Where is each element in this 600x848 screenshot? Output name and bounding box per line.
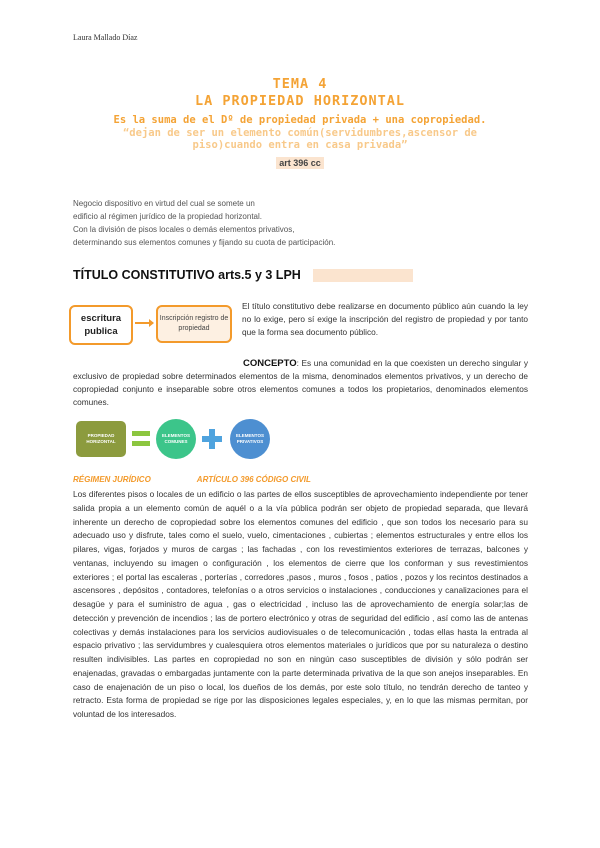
quote-line-1: “dejan de ser un elemento común(servidumbres,ascensor de [122,127,477,139]
definition-paragraph [73,197,336,249]
concepto-text: : Es una comunidad en la que coexisten un derecho singular y exclusivo de propiedad sobre determinados elementos de la misma, denominados elementos privativos, y un derecho de copropiedad conjunto e inseparable sobre otros elementos comunes a todos los propietarios, denominados elementos comunes. [73,358,528,407]
section-heading-titulo [73,268,413,282]
regimen-label: RÉGIMEN JURÍDICO [73,475,151,484]
equals-icon-bottom [132,441,150,446]
formula-graphic [76,419,291,459]
arrow-right-icon [135,322,153,324]
highlight-mark [313,269,413,282]
concepto-paragraph [73,357,528,409]
process-diagram [69,302,234,350]
equals-icon-top [132,431,150,436]
concepto-label: CONCEPTO [243,358,297,369]
regimen-heading [73,475,311,484]
escritura-paragraph: El título constitutivo debe realizarse en documento público aún cuando la ley no lo exige, pero sí exige la inscripción del registro de propiedad y por tanto que la forma sea documento público. [242,301,528,337]
topic-summary: Es la suma de el Dº de propiedad privada + una copropiedad. [113,114,487,126]
definition-line-4: determinando sus elementos comunes y fijando su cuota de participación. [73,238,336,247]
escritura-box: escritura publica [69,305,133,345]
inscripcion-box: Inscripción registro de propiedad [156,305,232,343]
plus-icon-vertical [209,429,215,449]
regimen-article: ARTÍCULO 396 CÓDIGO CIVIL [196,475,311,484]
quote-line-2: piso)cuando entra en casa privada” [192,139,408,151]
propiedad-horizontal-box: PROPIEDAD HORIZONTAL [76,421,126,457]
elementos-privativos-circle: ELEMENTOS PRIVATIVOS [230,419,270,459]
definition-line-3: Con la división de pisos locales o demás elementos privativos, [73,225,295,234]
article-reference: art 396 cc [276,157,324,169]
regimen-paragraph: Los diferentes pisos o locales de un edificio o las partes de ellos susceptibles de aprovechamiento independiente por tener salida propia a un elemento común de aquél o a la vía pública podrán ser objeto de propiedad separada, que llevará inherente un derecho de copropiedad sobre los elementos comunes del edificio , que son todos los necesario para su adecuado uso y disfrute, tales como el suelo, vuelo, cimentaciones , cubiertas ; elementos estructurales y entre ellos los pilares, vigas, forjados y muros de cargas ; las fachadas , con los revestimientos exteriores de terrazas, balcones y ventanas, incluyendo su imagen o configuración , los elementos de cierre que los conforman y sus revestimientos exteriores ; el portal las escaleras , porterías , corredores ,pasos , muros , fosos , patios , pozos y los recintos destinados a ascensores , depósitos , contadores, telefonías o a otros servicios o instalaciones , conducciones y canalizaciones para el desagüe y para el suministro de agua , gas o electricidad , incluso las de aprovechamiento de energía solar;las de detección y prevención de incendios ; las de portero electrónico y otras de seguridad del edificio , así como las de antenas colectivas y demás instalaciones para los servicios audiovisuales o de telecomunicación , todas ellas hasta la entrada al espacio privativo ; las servidumbres y cualesquiera otros elementos materiales o jurídicos que por su naturaleza o destino resulten indivisibles. Las partes en copropiedad no son en ningún caso susceptibles de división y sólo podrán ser enajenadas, gravadas o embargadas juntamente con la parte determinada privativa de la que son anejos inseparables. En caso de enajenación de un piso o local, los dueños de los demás, por este solo título, no tendrán derecho de tanteo y retracto. Esta forma de propiedad se rige por las disposiciones legales especiales, y, en lo que las mismas permitan, por voluntad de los interesados. [73,489,528,719]
title-block [60,76,540,170]
section-heading-text: TÍTULO CONSTITUTIVO arts.5 y 3 LPH [73,268,301,282]
definition-line-2: edificio al régimen jurídico de la propiedad horizontal. [73,212,262,221]
topic-title: LA PROPIEDAD HORIZONTAL [195,93,405,109]
topic-number: TEMA 4 [272,76,328,92]
author-name: Laura Mallado Díaz [73,33,138,42]
elementos-comunes-circle: ELEMENTOS COMUNES [156,419,196,459]
definition-line-1: Negocio dispositivo en virtud del cual se somete un [73,199,255,208]
